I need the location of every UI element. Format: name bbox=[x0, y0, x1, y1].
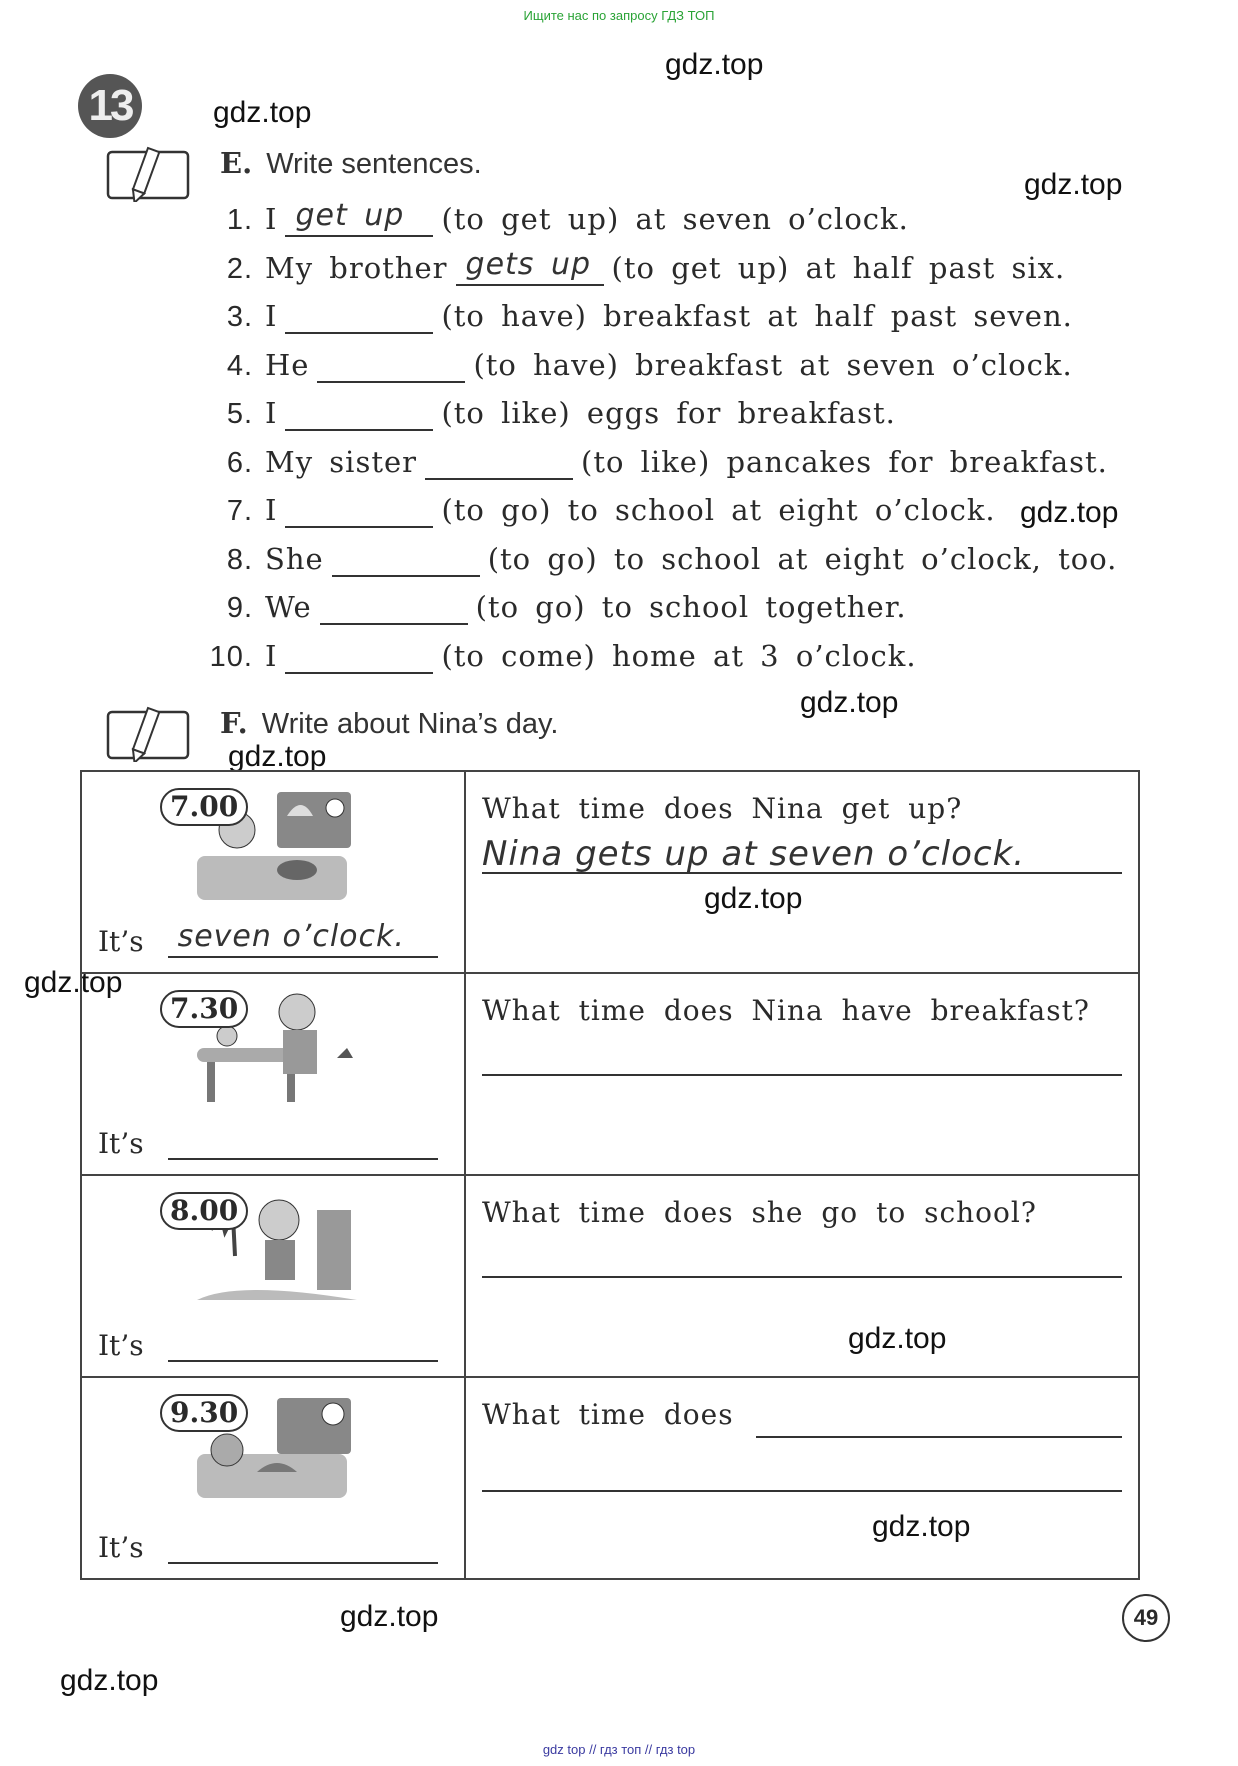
watermark: gdz.top bbox=[24, 966, 123, 999]
question-cell bbox=[465, 771, 1139, 973]
section-f-letter: F. bbox=[220, 706, 248, 740]
watermark: gdz.top bbox=[60, 1664, 159, 1697]
its-answer-blank[interactable] bbox=[168, 1128, 438, 1160]
pencil-icon bbox=[106, 706, 192, 762]
answer-blank[interactable] bbox=[285, 302, 433, 334]
handwritten-answer: get up bbox=[295, 198, 405, 233]
question-cell bbox=[465, 1377, 1139, 1579]
sentence-subject: My brother bbox=[265, 250, 448, 285]
section-e-heading bbox=[220, 146, 482, 181]
watermark: gdz.top bbox=[704, 882, 803, 915]
handwritten-answer: gets up bbox=[465, 246, 592, 282]
section-f-title: Write about Nina’s day. bbox=[261, 708, 559, 740]
answer-blank[interactable] bbox=[425, 448, 573, 480]
sentence-rest: (to have) breakfast at half past seven. bbox=[441, 299, 1073, 333]
top-note: Ищите нас по запросу ГДЗ ТОП bbox=[523, 8, 715, 23]
watermark: gdz.top bbox=[872, 1510, 971, 1543]
sentence-item bbox=[205, 246, 1066, 286]
time-label: 7.00 bbox=[160, 788, 248, 826]
answer-blank[interactable] bbox=[320, 593, 468, 625]
sentence-subject: I bbox=[265, 202, 278, 236]
sentence-subject: I bbox=[265, 299, 278, 333]
question-text: What time does Nina have breakfast? bbox=[482, 994, 1090, 1027]
sentence-item bbox=[205, 590, 907, 625]
its-label: It’s bbox=[98, 1531, 144, 1564]
time-label: 9.30 bbox=[160, 1394, 248, 1432]
watermark: gdz.top bbox=[228, 740, 327, 773]
sentence-subject: I bbox=[265, 638, 278, 673]
question-cell bbox=[465, 1175, 1139, 1377]
section-e-title: Write sentences. bbox=[266, 148, 482, 180]
sentence-item bbox=[205, 493, 996, 528]
time-picture-cell bbox=[81, 771, 465, 973]
sentence-number: 8. bbox=[226, 543, 253, 576]
watermark: gdz.top bbox=[1024, 168, 1123, 201]
watermark: gdz.top bbox=[213, 96, 312, 129]
sentence-item bbox=[205, 445, 1108, 480]
time-label: 7.30 bbox=[160, 990, 248, 1028]
sentence-item bbox=[205, 198, 909, 237]
sentence-rest: (to like) eggs for breakfast. bbox=[441, 396, 896, 430]
watermark: gdz.top bbox=[800, 686, 899, 719]
sentence-number: 9. bbox=[226, 592, 253, 624]
question-text: What time does Nina get up? bbox=[482, 792, 963, 825]
its-line bbox=[98, 1329, 438, 1362]
answer-blank[interactable] bbox=[285, 642, 433, 674]
sentence-number: 6. bbox=[226, 446, 253, 479]
sentence-number: 4. bbox=[226, 349, 253, 382]
sentence-item bbox=[205, 348, 1073, 383]
sentence-subject: I bbox=[265, 396, 278, 430]
its-answer-blank[interactable] bbox=[168, 1532, 438, 1564]
its-label: It’s bbox=[98, 1127, 144, 1160]
answer-blank[interactable] bbox=[285, 399, 433, 431]
watermark: gdz.top bbox=[665, 48, 764, 81]
sentence-item bbox=[205, 639, 917, 674]
table-row bbox=[81, 1175, 1139, 1377]
sentence-subject: We bbox=[265, 590, 312, 624]
its-line bbox=[98, 1127, 438, 1160]
section-f-heading bbox=[220, 706, 558, 741]
watermark: gdz.top bbox=[340, 1600, 439, 1633]
table-row bbox=[81, 973, 1139, 1175]
handwritten-answer: seven o’clock. bbox=[177, 919, 405, 954]
watermark: gdz.top bbox=[848, 1322, 947, 1355]
page-number: 49 bbox=[1122, 1594, 1170, 1642]
answer-line[interactable] bbox=[482, 1236, 1122, 1278]
its-label: It’s bbox=[98, 925, 144, 958]
sentence-subject: He bbox=[265, 347, 310, 382]
time-picture-cell bbox=[81, 1377, 465, 1579]
sentence-item bbox=[205, 299, 1073, 334]
sentence-number: 2. bbox=[226, 252, 253, 285]
time-label: 8.00 bbox=[160, 1192, 248, 1230]
watermark: gdz.top bbox=[1020, 496, 1119, 529]
answer-blank[interactable] bbox=[285, 198, 433, 237]
answer-blank[interactable] bbox=[332, 545, 480, 577]
its-answer-blank[interactable] bbox=[168, 1330, 438, 1362]
answer-line[interactable] bbox=[482, 1450, 1122, 1492]
sentence-number: 5. bbox=[226, 398, 253, 430]
sentence-rest: (to like) pancakes for breakfast. bbox=[581, 444, 1108, 479]
its-line bbox=[98, 919, 438, 958]
time-picture-cell bbox=[81, 1175, 465, 1377]
sentence-number: 7. bbox=[226, 495, 253, 527]
time-picture-cell bbox=[81, 973, 465, 1175]
sentence-subject: My sister bbox=[265, 444, 418, 479]
sentence-number: 10. bbox=[209, 640, 253, 673]
sentence-number: 1. bbox=[226, 204, 253, 236]
its-answer-blank[interactable] bbox=[168, 919, 438, 958]
sentence-number: 3. bbox=[226, 301, 253, 333]
sentence-rest: (to go) to school together. bbox=[475, 590, 907, 624]
question-text: What time does she go to school? bbox=[482, 1196, 1037, 1229]
unit-number-badge: 13 bbox=[78, 74, 142, 138]
table-row bbox=[81, 1377, 1139, 1579]
sentence-rest: (to go) to school at eight o’clock, too. bbox=[487, 541, 1118, 576]
question-cell bbox=[465, 973, 1139, 1175]
sentence-rest: (to get up) at seven o’clock. bbox=[441, 202, 909, 236]
answer-blank[interactable] bbox=[456, 246, 604, 286]
answer-line[interactable] bbox=[482, 1034, 1122, 1076]
answer-line[interactable] bbox=[756, 1402, 1122, 1438]
sentence-rest: (to get up) at half past six. bbox=[611, 250, 1066, 285]
sentence-subject: I bbox=[265, 493, 278, 527]
handwritten-answer: Nina gets up at seven o’clock. bbox=[482, 834, 1026, 874]
sentence-rest: (to come) home at 3 o’clock. bbox=[441, 638, 917, 673]
nina-day-table bbox=[80, 770, 1140, 1580]
answer-blank[interactable] bbox=[317, 351, 465, 383]
its-line bbox=[98, 1531, 438, 1564]
sentence-subject: She bbox=[265, 541, 324, 576]
sentence-item bbox=[205, 542, 1117, 577]
question-text: What time does bbox=[482, 1398, 734, 1431]
sentence-item bbox=[205, 396, 896, 431]
table-row bbox=[81, 771, 1139, 973]
pencil-icon bbox=[106, 146, 192, 202]
sentence-rest: (to have) breakfast at seven o’clock. bbox=[473, 347, 1073, 382]
section-e-letter: E. bbox=[220, 146, 253, 180]
bottom-note: gdz top // гдз топ // гдз top bbox=[542, 1742, 696, 1757]
answer-blank[interactable] bbox=[285, 496, 433, 528]
answer-line[interactable] bbox=[482, 832, 1122, 874]
its-label: It’s bbox=[98, 1329, 144, 1362]
sentence-rest: (to go) to school at eight o’clock. bbox=[441, 493, 996, 527]
